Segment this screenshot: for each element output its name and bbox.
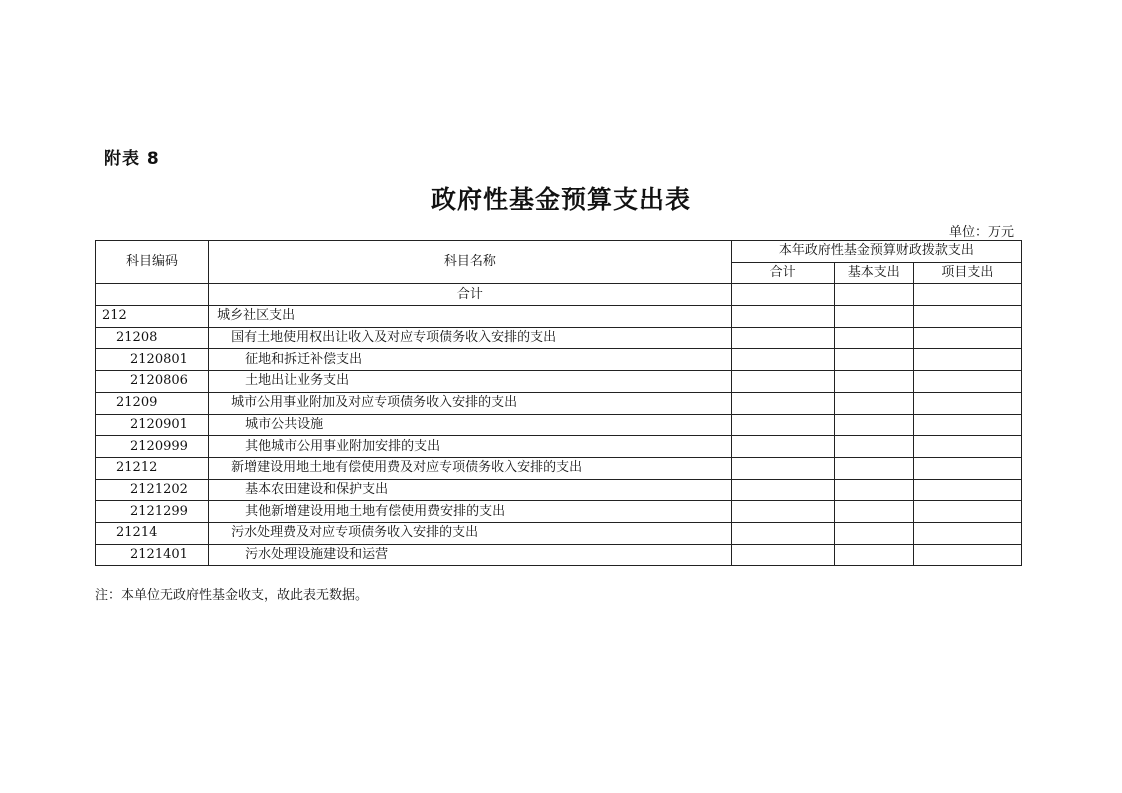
footnote: 注：本单位无政府性基金收支，故此表无数据。 [95, 588, 369, 603]
header-code: 科目编码 [96, 241, 209, 284]
header-name: 科目名称 [209, 241, 732, 284]
row-name: 城乡社区支出 [209, 306, 732, 328]
total-row [96, 284, 1022, 306]
header-group: 本年政府性基金预算财政拨款支出 [731, 241, 1021, 263]
row-project [913, 436, 1021, 458]
row-name: 其他新增建设用地土地有偿使用费安排的支出 [209, 501, 732, 523]
row-basic [834, 436, 913, 458]
row-code: 2121202 [96, 479, 209, 501]
table-row [96, 349, 1022, 371]
row-basic [834, 349, 913, 371]
row-code: 2120999 [96, 436, 209, 458]
row-total [731, 306, 834, 328]
row-project [913, 501, 1021, 523]
total-row-project [913, 284, 1021, 306]
table-row [96, 371, 1022, 393]
table-row [96, 457, 1022, 479]
row-basic [834, 479, 913, 501]
table-row [96, 501, 1022, 523]
row-basic [834, 522, 913, 544]
page-title: 政府性基金预算支出表 [430, 185, 691, 214]
row-total [731, 349, 834, 371]
row-total [731, 327, 834, 349]
row-total [731, 392, 834, 414]
header-basic: 基本支出 [834, 262, 913, 284]
table-row [96, 479, 1022, 501]
budget-table [95, 240, 1022, 566]
row-name: 城市公共设施 [209, 414, 732, 436]
row-total [731, 371, 834, 393]
unit-label: 单位：万元 [948, 225, 1014, 240]
row-total [731, 457, 834, 479]
row-basic [834, 501, 913, 523]
header-total: 合计 [731, 262, 834, 284]
row-code: 2120806 [96, 371, 209, 393]
header-project: 项目支出 [913, 262, 1021, 284]
row-project [913, 522, 1021, 544]
total-row-basic [834, 284, 913, 306]
row-name: 国有土地使用权出让收入及对应专项债务收入安排的支出 [209, 327, 732, 349]
table-row [96, 436, 1022, 458]
row-code: 2120901 [96, 414, 209, 436]
row-code: 212 [96, 306, 209, 328]
row-basic [834, 327, 913, 349]
table-row [96, 327, 1022, 349]
row-basic [834, 544, 913, 566]
total-row-label: 合计 [209, 284, 732, 306]
row-project [913, 479, 1021, 501]
row-name: 征地和拆迁补偿支出 [209, 349, 732, 371]
row-total [731, 479, 834, 501]
row-project [913, 327, 1021, 349]
table-row [96, 392, 1022, 414]
total-row-code [96, 284, 209, 306]
row-code: 2121401 [96, 544, 209, 566]
appendix-label: 附表 8 [104, 149, 160, 169]
table-row [96, 306, 1022, 328]
table-row [96, 414, 1022, 436]
table-row [96, 544, 1022, 566]
row-code: 21214 [96, 522, 209, 544]
row-project [913, 457, 1021, 479]
row-total [731, 544, 834, 566]
row-name: 基本农田建设和保护支出 [209, 479, 732, 501]
row-project [913, 349, 1021, 371]
row-basic [834, 457, 913, 479]
row-project [913, 371, 1021, 393]
row-project [913, 392, 1021, 414]
row-total [731, 522, 834, 544]
row-basic [834, 306, 913, 328]
row-name: 污水处理费及对应专项债务收入安排的支出 [209, 522, 732, 544]
row-code: 21208 [96, 327, 209, 349]
header-row-1 [96, 241, 1022, 263]
row-name: 其他城市公用事业附加安排的支出 [209, 436, 732, 458]
row-code: 21209 [96, 392, 209, 414]
total-row-total [731, 284, 834, 306]
row-code: 21212 [96, 457, 209, 479]
row-total [731, 436, 834, 458]
row-project [913, 544, 1021, 566]
row-project [913, 414, 1021, 436]
row-total [731, 414, 834, 436]
row-project [913, 306, 1021, 328]
row-code: 2120801 [96, 349, 209, 371]
row-name: 土地出让业务支出 [209, 371, 732, 393]
row-name: 污水处理设施建设和运营 [209, 544, 732, 566]
table-row [96, 522, 1022, 544]
row-total [731, 501, 834, 523]
row-name: 新增建设用地土地有偿使用费及对应专项债务收入安排的支出 [209, 457, 732, 479]
row-name: 城市公用事业附加及对应专项债务收入安排的支出 [209, 392, 732, 414]
row-basic [834, 392, 913, 414]
row-basic [834, 371, 913, 393]
row-code: 2121299 [96, 501, 209, 523]
row-basic [834, 414, 913, 436]
